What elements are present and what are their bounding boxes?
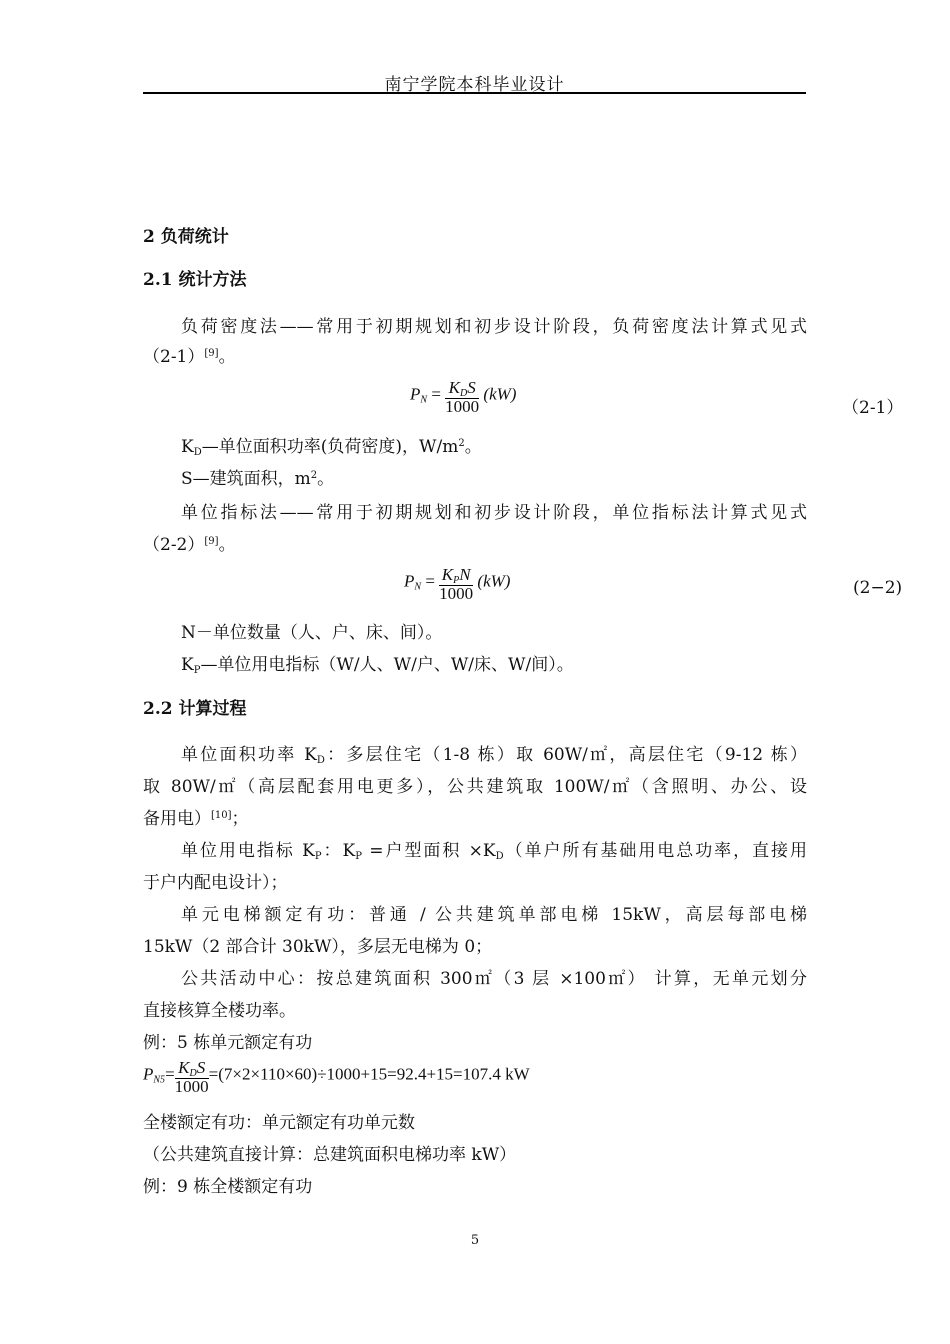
def-sup: 2 bbox=[310, 470, 318, 481]
equation-ref: （2-1） bbox=[143, 347, 205, 367]
eq-num: K bbox=[441, 565, 454, 584]
text: 单位面积功率 K bbox=[181, 745, 317, 765]
calc-line-1 bbox=[143, 740, 807, 770]
equation-number-2-2: (2−2) bbox=[853, 578, 903, 598]
def-text: S—建筑面积，m bbox=[181, 469, 311, 489]
eq-equals: = bbox=[165, 1064, 175, 1084]
def-symbol-sub: P bbox=[193, 665, 201, 676]
eq-lhs-sub: N bbox=[414, 581, 422, 593]
sub: D bbox=[316, 755, 325, 766]
def-sup: 2 bbox=[458, 438, 465, 449]
paragraph-unit-index-method bbox=[143, 498, 807, 528]
text: ：K bbox=[321, 841, 356, 861]
calc-line-5: 于户内配电设计）； bbox=[143, 873, 288, 893]
punct: ； bbox=[231, 809, 249, 829]
sub: D bbox=[495, 851, 504, 862]
definition-n: N－单位数量（人、户、床、间）。 bbox=[181, 623, 443, 643]
punct: 。 bbox=[218, 347, 236, 367]
eq-rhs: =(7×2×110×60)÷1000+15=92.4+15=107.4 kW bbox=[208, 1064, 530, 1084]
calc-line-4 bbox=[143, 836, 807, 866]
citation: [9] bbox=[204, 536, 219, 547]
page-header-title: 南宁学院本科毕业设计 bbox=[384, 75, 565, 95]
definition-kp bbox=[143, 650, 807, 680]
citation: [9] bbox=[204, 348, 219, 359]
text: 单位用电指标 K bbox=[181, 841, 315, 861]
def-text: —单位面积功率(负荷密度)，W/m bbox=[201, 437, 459, 457]
text: （单户所有基础用电总功率，直接用 bbox=[503, 841, 808, 861]
eq-den: 1000 bbox=[439, 586, 474, 600]
eq-num: K bbox=[448, 378, 460, 397]
equation-2-1 bbox=[410, 378, 516, 413]
paragraph-load-density-method-cont bbox=[143, 342, 807, 372]
def-symbol: K bbox=[181, 655, 194, 675]
subsection-heading-2-1: 2.1 统计方法 bbox=[143, 270, 247, 290]
calc-line-3 bbox=[143, 804, 807, 834]
calc-line-7: 15kW（2 部合计 30kW），多层无电梯为 0； bbox=[143, 937, 493, 957]
eq-den: 1000 bbox=[445, 399, 480, 413]
def-text: —单位用电指标（W/人、W/户、W/床、W/间）。 bbox=[200, 655, 574, 675]
calc-line-6: 单元电梯额定有功：普通 / 公共建筑单部电梯 15kW，高层每部电梯 bbox=[181, 905, 807, 925]
sub: P bbox=[355, 851, 362, 862]
eq-lhs: P bbox=[143, 1064, 154, 1084]
calc-line-11: （公共建筑直接计算：总建筑面积电梯功率 kW） bbox=[143, 1145, 517, 1165]
calc-line-9: 直接核算全楼功率。 bbox=[143, 1001, 296, 1021]
paragraph-load-density-method bbox=[143, 312, 807, 342]
equation-example-5 bbox=[143, 1058, 530, 1093]
example-2-label: 例：9 栋全楼额定有功 bbox=[143, 1177, 313, 1197]
eq-num-tail: S bbox=[467, 378, 476, 397]
definition-s bbox=[143, 464, 807, 494]
def-symbol: K bbox=[181, 437, 194, 457]
paragraph-text: 单位指标法——常用于初期规划和初步设计阶段，单位指标法计算式见式 bbox=[181, 503, 807, 523]
eq-num-sub: P bbox=[453, 575, 460, 586]
header-rule bbox=[143, 92, 806, 94]
eq-fraction bbox=[175, 1058, 209, 1093]
definition-kd bbox=[143, 432, 807, 462]
section-heading: 2 负荷统计 bbox=[143, 227, 229, 247]
eq-fraction bbox=[439, 565, 473, 600]
eq-lhs: P bbox=[410, 384, 421, 404]
calc-line-2: 取 80W/㎡（高层配套用电更多），公共建筑取 100W/㎡（含照明、办公、设 bbox=[143, 777, 807, 797]
eq-num-sub: D bbox=[459, 388, 468, 399]
example-1-label: 例：5 栋单元额定有功 bbox=[143, 1033, 313, 1053]
eq-num: K bbox=[178, 1058, 190, 1077]
paragraph-text: 负荷密度法——常用于初期规划和初步设计阶段，负荷密度法计算式见式 bbox=[181, 317, 807, 337]
citation: [10] bbox=[211, 810, 232, 821]
punct: 。 bbox=[464, 437, 482, 457]
eq-fraction bbox=[445, 378, 479, 413]
eq-lhs: P bbox=[404, 571, 415, 591]
eq-unit: (kW) bbox=[477, 571, 511, 591]
equation-2-2 bbox=[404, 565, 510, 600]
punct: 。 bbox=[317, 469, 335, 489]
equation-number-2-1: （2-1） bbox=[842, 398, 904, 418]
text: ：多层住宅（1-8 栋）取 60W/㎡，高层住宅（9-12 栋） bbox=[324, 745, 807, 765]
eq-den: 1000 bbox=[174, 1079, 209, 1093]
text: 备用电） bbox=[143, 809, 211, 829]
equation-ref: （2-2） bbox=[143, 535, 205, 555]
eq-lhs-sub: N5 bbox=[153, 1074, 166, 1086]
page-number: 5 bbox=[470, 1233, 480, 1248]
eq-num-sub: D bbox=[189, 1068, 197, 1079]
eq-equals: = bbox=[425, 571, 435, 591]
eq-num-tail: N bbox=[459, 565, 471, 584]
eq-num-tail: S bbox=[196, 1058, 206, 1077]
def-symbol-sub: D bbox=[193, 447, 202, 458]
calc-line-10: 全楼额定有功：单元额定有功单元数 bbox=[143, 1113, 415, 1133]
calc-line-8: 公共活动中心：按总建筑面积 300㎡（3 层 ×100㎡） 计算，无单元划分 bbox=[181, 969, 807, 989]
text: =户型面积 ×K bbox=[361, 841, 496, 861]
sub: P bbox=[314, 851, 322, 862]
eq-unit: (kW) bbox=[483, 384, 517, 404]
eq-equals: = bbox=[431, 384, 441, 404]
subsection-heading-2-2: 2.2 计算过程 bbox=[143, 699, 247, 719]
eq-lhs-sub: N bbox=[420, 394, 428, 406]
punct: 。 bbox=[218, 535, 236, 555]
paragraph-unit-index-method-cont bbox=[143, 530, 807, 560]
